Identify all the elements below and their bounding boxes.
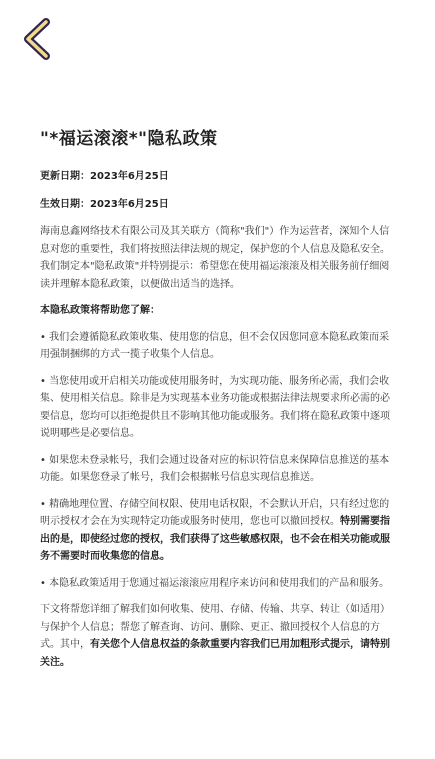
- page-title: "*福运滚滚*"隐私政策: [40, 129, 218, 149]
- bullet-text: • 精确地理位置、存储空间权限、使用电话权限，不会默认开启，只有经过您的明示授权才会在为实现特定功能或服务时使用，您也可以撤回授权。: [40, 498, 390, 527]
- privacy-policy-content: [40, 124, 398, 680]
- intro-paragraph: 海南息鑫网络技术有限公司及其关联方（简称"我们"）作为运营者，深知个人信息对您的重要性，我们将按照法律法规的规定，保护您的个人信息及隐私安全。我们制定本"隐私政策"并特别提示：希望您在使用福运滚滚及相关服务前仔细阅读并理解本隐私政策，以便做出适当的选择。: [40, 226, 390, 290]
- policy-bullet: • 本隐私政策适用于您通过福运滚滚应用程序来访问和使用我们的产品和服务。: [40, 577, 390, 589]
- section-heading: 本隐私政策将帮助您了解：: [40, 305, 160, 316]
- updated-date: 更新日期：2023年6月25日: [40, 171, 169, 182]
- policy-bullet: • 我们会遵循隐私政策收集、使用您的信息，但不会仅因您同意本隐私政策而采用强制捆绑的方式一揽子收集个人信息。: [40, 331, 390, 360]
- closing-paragraph: [40, 601, 398, 671]
- policy-bullet: • 当您使用或开启相关功能或使用服务时，为实现功能、服务所必需，我们会收集、使用相关信息。除非是为实现基本业务功能或根据法律法规要求所必需的必要信息，您均可以拒绝提供且不影响其他功能或服务。我们将在隐私政策中逐项说明哪些是必要信息。: [40, 375, 390, 439]
- bold-notice: 特别需要指出的是，即使经过您的授权，我们获得了这些敏感权限，也不会在相关功能或服务不需要时而收集您的信息。: [40, 516, 390, 562]
- bold-notice: 有关您个人信息权益的条款重要内容我们已用加粗形式提示，请特别关注。: [40, 639, 390, 668]
- effective-date: 生效日期：2023年6月25日: [40, 199, 169, 210]
- chevron-left-icon: [20, 18, 56, 60]
- back-button[interactable]: [20, 18, 56, 60]
- policy-bullet: • 如果您未登录帐号，我们会通过设备对应的标识符信息来保障信息推送的基本功能。如果您登录了帐号，我们会根据帐号信息实现信息推送。: [40, 454, 390, 483]
- policy-bullet: [40, 496, 398, 566]
- closing-text: 下文将帮您详细了解我们如何收集、使用、存储、传输、共享、转让（如适用）与保护个人信息；帮您了解查询、访问、删除、更正、撤回授权个人信息的方式。其中，: [40, 604, 390, 650]
